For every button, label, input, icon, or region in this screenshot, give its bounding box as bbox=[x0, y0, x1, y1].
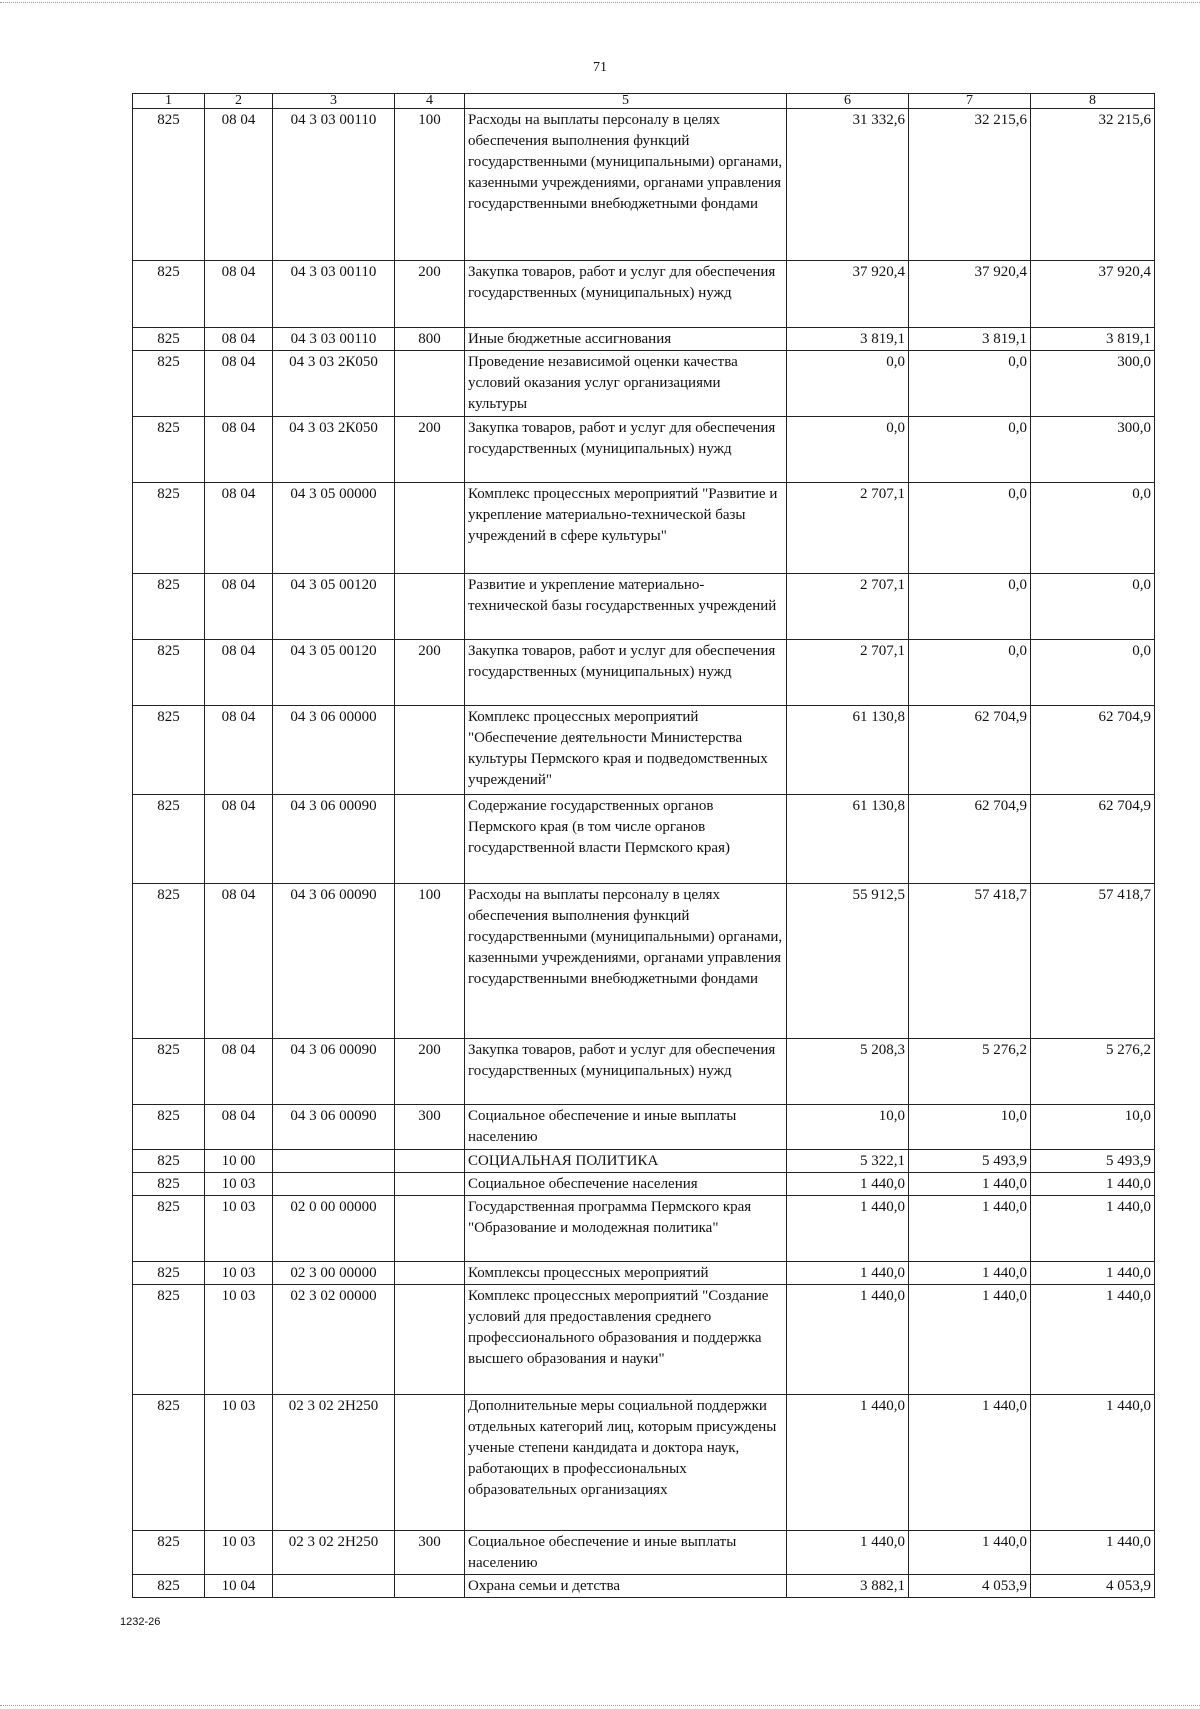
amount-col8-cell: 37 920,4 bbox=[1031, 261, 1155, 328]
description-cell: Государственная программа Пермского края "Образование и молодежная политика" bbox=[465, 1196, 787, 1262]
budget-table bbox=[132, 93, 1155, 1598]
amount-col6-cell: 1 440,0 bbox=[787, 1395, 909, 1531]
section-code-cell: 08 04 bbox=[205, 483, 273, 574]
target-article-cell: 04 3 06 00000 bbox=[273, 706, 395, 795]
amount-col8-cell: 1 440,0 bbox=[1031, 1285, 1155, 1395]
amount-col6-cell: 1 440,0 bbox=[787, 1196, 909, 1262]
section-code-cell: 08 04 bbox=[205, 328, 273, 351]
ministry-code-cell: 825 bbox=[133, 1285, 205, 1395]
section-code-cell: 10 03 bbox=[205, 1395, 273, 1531]
amount-col6-cell: 0,0 bbox=[787, 351, 909, 417]
table-row bbox=[133, 1150, 1155, 1173]
column-header: 8 bbox=[1031, 94, 1155, 109]
amount-col6-cell: 2 707,1 bbox=[787, 483, 909, 574]
amount-col8-cell: 5 276,2 bbox=[1031, 1039, 1155, 1105]
amount-col7-cell: 4 053,9 bbox=[909, 1575, 1031, 1598]
amount-col7-cell: 1 440,0 bbox=[909, 1285, 1031, 1395]
expense-type-cell bbox=[395, 795, 465, 884]
target-article-cell: 04 3 03 2К050 bbox=[273, 417, 395, 483]
table-row bbox=[133, 574, 1155, 640]
amount-col6-cell: 3 882,1 bbox=[787, 1575, 909, 1598]
table-row bbox=[133, 109, 1155, 261]
amount-col6-cell: 61 130,8 bbox=[787, 795, 909, 884]
column-header: 1 bbox=[133, 94, 205, 109]
ministry-code-cell: 825 bbox=[133, 483, 205, 574]
page-number: 71 bbox=[593, 60, 607, 75]
target-article-cell: 04 3 06 00090 bbox=[273, 1039, 395, 1105]
target-article-cell bbox=[273, 1173, 395, 1196]
amount-col7-cell: 0,0 bbox=[909, 640, 1031, 706]
table-row bbox=[133, 1285, 1155, 1395]
description-cell: Закупка товаров, работ и услуг для обеспечения государственных (муниципальных) нужд bbox=[465, 261, 787, 328]
amount-col6-cell: 5 322,1 bbox=[787, 1150, 909, 1173]
section-code-cell: 08 04 bbox=[205, 109, 273, 261]
description-cell: Комплекс процессных мероприятий "Обеспечение деятельности Министерства культуры Пермского края и подведомственных учреждений" bbox=[465, 706, 787, 795]
target-article-cell: 02 3 02 2Н250 bbox=[273, 1395, 395, 1531]
amount-col7-cell: 0,0 bbox=[909, 351, 1031, 417]
amount-col6-cell: 1 440,0 bbox=[787, 1262, 909, 1285]
target-article-cell: 02 3 00 00000 bbox=[273, 1262, 395, 1285]
ministry-code-cell: 825 bbox=[133, 1150, 205, 1173]
section-code-cell: 08 04 bbox=[205, 351, 273, 417]
section-code-cell: 10 03 bbox=[205, 1531, 273, 1575]
table-row bbox=[133, 795, 1155, 884]
ministry-code-cell: 825 bbox=[133, 328, 205, 351]
description-cell: Расходы на выплаты персоналу в целях обеспечения выполнения функций государственными (муниципальными) органами, казенными учреждениями, органами управления государственными внебюджетными фондами bbox=[465, 884, 787, 1039]
amount-col7-cell: 1 440,0 bbox=[909, 1395, 1031, 1531]
expense-type-cell bbox=[395, 1196, 465, 1262]
amount-col8-cell: 1 440,0 bbox=[1031, 1173, 1155, 1196]
target-article-cell: 04 3 06 00090 bbox=[273, 795, 395, 884]
amount-col7-cell: 3 819,1 bbox=[909, 328, 1031, 351]
amount-col8-cell: 300,0 bbox=[1031, 417, 1155, 483]
table-row bbox=[133, 706, 1155, 795]
amount-col6-cell: 0,0 bbox=[787, 417, 909, 483]
expense-type-cell bbox=[395, 1575, 465, 1598]
amount-col8-cell: 0,0 bbox=[1031, 640, 1155, 706]
section-code-cell: 10 03 bbox=[205, 1196, 273, 1262]
amount-col8-cell: 5 493,9 bbox=[1031, 1150, 1155, 1173]
target-article-cell: 02 3 02 2Н250 bbox=[273, 1531, 395, 1575]
expense-type-cell bbox=[395, 1285, 465, 1395]
ministry-code-cell: 825 bbox=[133, 574, 205, 640]
section-code-cell: 08 04 bbox=[205, 1105, 273, 1150]
column-number-row bbox=[133, 94, 1155, 109]
ministry-code-cell: 825 bbox=[133, 417, 205, 483]
amount-col6-cell: 1 440,0 bbox=[787, 1285, 909, 1395]
table-body bbox=[133, 109, 1155, 1598]
description-cell: Социальное обеспечение и иные выплаты населению bbox=[465, 1105, 787, 1150]
table-row bbox=[133, 1395, 1155, 1531]
column-header: 3 bbox=[273, 94, 395, 109]
ministry-code-cell: 825 bbox=[133, 109, 205, 261]
expense-type-cell bbox=[395, 483, 465, 574]
amount-col8-cell: 57 418,7 bbox=[1031, 884, 1155, 1039]
target-article-cell: 04 3 03 00110 bbox=[273, 109, 395, 261]
description-cell: Иные бюджетные ассигнования bbox=[465, 328, 787, 351]
amount-col8-cell: 300,0 bbox=[1031, 351, 1155, 417]
section-code-cell: 08 04 bbox=[205, 1039, 273, 1105]
amount-col7-cell: 0,0 bbox=[909, 417, 1031, 483]
expense-type-cell bbox=[395, 1150, 465, 1173]
section-code-cell: 10 03 bbox=[205, 1285, 273, 1395]
ministry-code-cell: 825 bbox=[133, 1173, 205, 1196]
scan-edge-top bbox=[0, 2, 1200, 4]
amount-col8-cell: 1 440,0 bbox=[1031, 1196, 1155, 1262]
description-cell: СОЦИАЛЬНАЯ ПОЛИТИКА bbox=[465, 1150, 787, 1173]
amount-col7-cell: 10,0 bbox=[909, 1105, 1031, 1150]
target-article-cell bbox=[273, 1575, 395, 1598]
table-row bbox=[133, 1196, 1155, 1262]
amount-col8-cell: 3 819,1 bbox=[1031, 328, 1155, 351]
amount-col8-cell: 62 704,9 bbox=[1031, 795, 1155, 884]
section-code-cell: 08 04 bbox=[205, 884, 273, 1039]
description-cell: Комплексы процессных мероприятий bbox=[465, 1262, 787, 1285]
table-row bbox=[133, 884, 1155, 1039]
ministry-code-cell: 825 bbox=[133, 795, 205, 884]
ministry-code-cell: 825 bbox=[133, 1262, 205, 1285]
amount-col7-cell: 1 440,0 bbox=[909, 1262, 1031, 1285]
amount-col6-cell: 31 332,6 bbox=[787, 109, 909, 261]
expense-type-cell bbox=[395, 351, 465, 417]
table-row bbox=[133, 1531, 1155, 1575]
ministry-code-cell: 825 bbox=[133, 351, 205, 417]
amount-col8-cell: 62 704,9 bbox=[1031, 706, 1155, 795]
target-article-cell: 04 3 06 00090 bbox=[273, 884, 395, 1039]
footer-code: 1232-26 bbox=[120, 1616, 161, 1628]
description-cell: Закупка товаров, работ и услуг для обеспечения государственных (муниципальных) нужд bbox=[465, 1039, 787, 1105]
table-row bbox=[133, 1105, 1155, 1150]
column-header: 2 bbox=[205, 94, 273, 109]
amount-col8-cell: 1 440,0 bbox=[1031, 1262, 1155, 1285]
amount-col8-cell: 1 440,0 bbox=[1031, 1531, 1155, 1575]
expense-type-cell: 800 bbox=[395, 328, 465, 351]
expense-type-cell bbox=[395, 1262, 465, 1285]
description-cell: Развитие и укрепление материально-технической базы государственных учреждений bbox=[465, 574, 787, 640]
target-article-cell: 04 3 06 00090 bbox=[273, 1105, 395, 1150]
amount-col8-cell: 0,0 bbox=[1031, 574, 1155, 640]
target-article-cell bbox=[273, 1150, 395, 1173]
amount-col6-cell: 10,0 bbox=[787, 1105, 909, 1150]
ministry-code-cell: 825 bbox=[133, 1039, 205, 1105]
amount-col6-cell: 1 440,0 bbox=[787, 1531, 909, 1575]
target-article-cell: 02 3 02 00000 bbox=[273, 1285, 395, 1395]
ministry-code-cell: 825 bbox=[133, 1196, 205, 1262]
amount-col7-cell: 62 704,9 bbox=[909, 795, 1031, 884]
section-code-cell: 08 04 bbox=[205, 795, 273, 884]
description-cell: Комплекс процессных мероприятий "Развитие и укрепление материально-технической базы учреждений в сфере культуры" bbox=[465, 483, 787, 574]
expense-type-cell: 200 bbox=[395, 1039, 465, 1105]
target-article-cell: 02 0 00 00000 bbox=[273, 1196, 395, 1262]
amount-col7-cell: 57 418,7 bbox=[909, 884, 1031, 1039]
description-cell: Содержание государственных органов Пермского края (в том числе органов государственной власти Пермского края) bbox=[465, 795, 787, 884]
amount-col6-cell: 37 920,4 bbox=[787, 261, 909, 328]
table-row bbox=[133, 328, 1155, 351]
section-code-cell: 08 04 bbox=[205, 574, 273, 640]
expense-type-cell: 200 bbox=[395, 261, 465, 328]
ministry-code-cell: 825 bbox=[133, 1531, 205, 1575]
description-cell: Дополнительные меры социальной поддержки отдельных категорий лиц, которым присуждены ученые степени кандидата и доктора наук, работающих в профессиональных образовательных организациях bbox=[465, 1395, 787, 1531]
amount-col7-cell: 1 440,0 bbox=[909, 1196, 1031, 1262]
table-row bbox=[133, 261, 1155, 328]
amount-col7-cell: 32 215,6 bbox=[909, 109, 1031, 261]
section-code-cell: 10 00 bbox=[205, 1150, 273, 1173]
expense-type-cell: 200 bbox=[395, 417, 465, 483]
section-code-cell: 10 03 bbox=[205, 1173, 273, 1196]
section-code-cell: 10 03 bbox=[205, 1262, 273, 1285]
ministry-code-cell: 825 bbox=[133, 1105, 205, 1150]
section-code-cell: 08 04 bbox=[205, 261, 273, 328]
table-row bbox=[133, 417, 1155, 483]
section-code-cell: 08 04 bbox=[205, 417, 273, 483]
section-code-cell: 08 04 bbox=[205, 706, 273, 795]
section-code-cell: 10 04 bbox=[205, 1575, 273, 1598]
description-cell: Охрана семьи и детства bbox=[465, 1575, 787, 1598]
column-header: 4 bbox=[395, 94, 465, 109]
expense-type-cell bbox=[395, 574, 465, 640]
target-article-cell: 04 3 03 00110 bbox=[273, 328, 395, 351]
expense-type-cell: 200 bbox=[395, 640, 465, 706]
amount-col7-cell: 1 440,0 bbox=[909, 1173, 1031, 1196]
description-cell: Комплекс процессных мероприятий "Создание условий для предоставления среднего профессионального образования и поддержка высшего образования и науки" bbox=[465, 1285, 787, 1395]
target-article-cell: 04 3 05 00120 bbox=[273, 640, 395, 706]
table-row bbox=[133, 483, 1155, 574]
column-header: 7 bbox=[909, 94, 1031, 109]
amount-col6-cell: 55 912,5 bbox=[787, 884, 909, 1039]
description-cell: Закупка товаров, работ и услуг для обеспечения государственных (муниципальных) нужд bbox=[465, 640, 787, 706]
section-code-cell: 08 04 bbox=[205, 640, 273, 706]
table-row bbox=[133, 1262, 1155, 1285]
ministry-code-cell: 825 bbox=[133, 261, 205, 328]
ministry-code-cell: 825 bbox=[133, 1395, 205, 1531]
table-row bbox=[133, 640, 1155, 706]
amount-col6-cell: 61 130,8 bbox=[787, 706, 909, 795]
expense-type-cell: 300 bbox=[395, 1105, 465, 1150]
expense-type-cell bbox=[395, 706, 465, 795]
column-header: 6 bbox=[787, 94, 909, 109]
target-article-cell: 04 3 03 00110 bbox=[273, 261, 395, 328]
amount-col7-cell: 1 440,0 bbox=[909, 1531, 1031, 1575]
ministry-code-cell: 825 bbox=[133, 1575, 205, 1598]
description-cell: Проведение независимой оценки качества условий оказания услуг организациями культуры bbox=[465, 351, 787, 417]
amount-col8-cell: 4 053,9 bbox=[1031, 1575, 1155, 1598]
table-row bbox=[133, 1039, 1155, 1105]
amount-col8-cell: 32 215,6 bbox=[1031, 109, 1155, 261]
amount-col7-cell: 5 276,2 bbox=[909, 1039, 1031, 1105]
amount-col8-cell: 0,0 bbox=[1031, 483, 1155, 574]
amount-col6-cell: 3 819,1 bbox=[787, 328, 909, 351]
amount-col8-cell: 10,0 bbox=[1031, 1105, 1155, 1150]
amount-col6-cell: 5 208,3 bbox=[787, 1039, 909, 1105]
target-article-cell: 04 3 05 00000 bbox=[273, 483, 395, 574]
description-cell: Социальное обеспечение и иные выплаты населению bbox=[465, 1531, 787, 1575]
description-cell: Закупка товаров, работ и услуг для обеспечения государственных (муниципальных) нужд bbox=[465, 417, 787, 483]
table-row bbox=[133, 1575, 1155, 1598]
scan-edge-bottom bbox=[0, 1705, 1200, 1707]
description-cell: Социальное обеспечение населения bbox=[465, 1173, 787, 1196]
table-row bbox=[133, 1173, 1155, 1196]
amount-col6-cell: 2 707,1 bbox=[787, 574, 909, 640]
amount-col7-cell: 0,0 bbox=[909, 483, 1031, 574]
target-article-cell: 04 3 03 2К050 bbox=[273, 351, 395, 417]
amount-col7-cell: 37 920,4 bbox=[909, 261, 1031, 328]
description-cell: Расходы на выплаты персоналу в целях обеспечения выполнения функций государственными (муниципальными) органами, казенными учреждениями, органами управления государственными внебюджетными фондами bbox=[465, 109, 787, 261]
ministry-code-cell: 825 bbox=[133, 706, 205, 795]
ministry-code-cell: 825 bbox=[133, 640, 205, 706]
expense-type-cell: 100 bbox=[395, 109, 465, 261]
amount-col7-cell: 62 704,9 bbox=[909, 706, 1031, 795]
expense-type-cell: 100 bbox=[395, 884, 465, 1039]
ministry-code-cell: 825 bbox=[133, 884, 205, 1039]
amount-col8-cell: 1 440,0 bbox=[1031, 1395, 1155, 1531]
amount-col7-cell: 5 493,9 bbox=[909, 1150, 1031, 1173]
expense-type-cell: 300 bbox=[395, 1531, 465, 1575]
table-row bbox=[133, 351, 1155, 417]
target-article-cell: 04 3 05 00120 bbox=[273, 574, 395, 640]
column-header: 5 bbox=[465, 94, 787, 109]
expense-type-cell bbox=[395, 1173, 465, 1196]
amount-col7-cell: 0,0 bbox=[909, 574, 1031, 640]
amount-col6-cell: 2 707,1 bbox=[787, 640, 909, 706]
expense-type-cell bbox=[395, 1395, 465, 1531]
amount-col6-cell: 1 440,0 bbox=[787, 1173, 909, 1196]
